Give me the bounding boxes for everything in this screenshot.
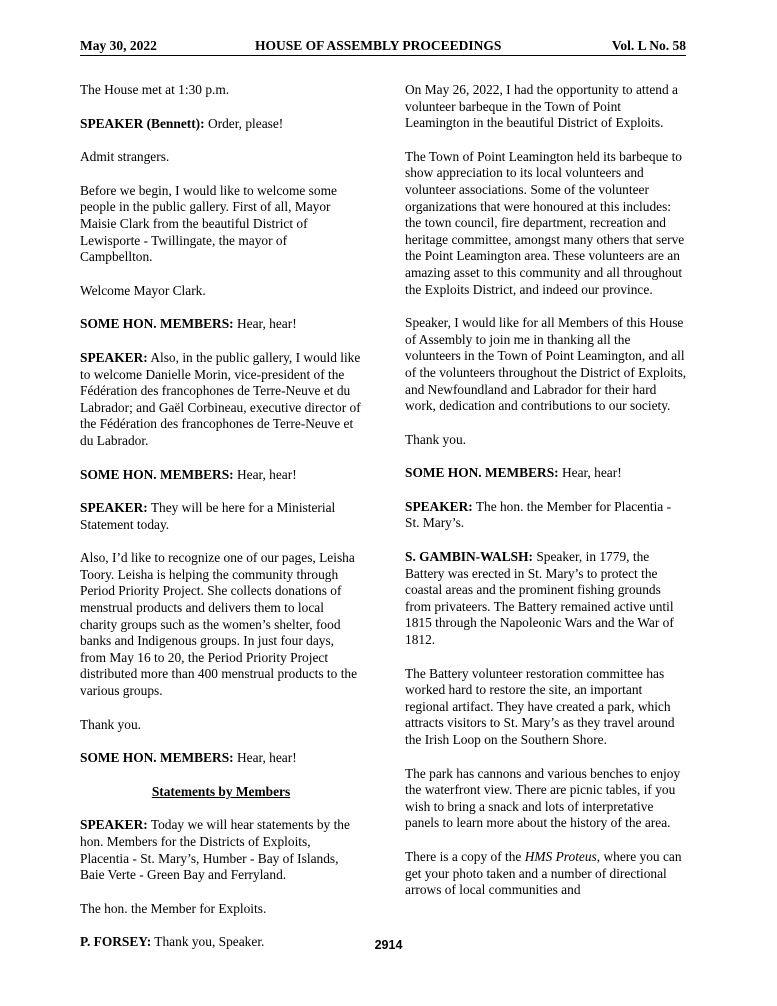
paragraph [405, 849, 687, 899]
page-number: 2914 [374, 938, 403, 952]
speaker-name: SOME HON. MEMBERS: [80, 316, 234, 332]
speaker-name: P. FORSEY: [80, 934, 152, 950]
paragraph: The Town of Point Leamington held its barbeque to show appreciation to its local volunteers and volunteer associations. Some of the volunteer organizations that were honoured at this includes: the town council, fire department, recreation and heritage committee, amongst many others that serve the Point Leamington area. These volunteers are an amazing asset to this community and all throughout the Exploits District, and indeed our province. [405, 148, 685, 297]
paragraph [80, 817, 362, 883]
left-column [80, 82, 362, 968]
speech-text: Order, please! [204, 115, 284, 131]
paragraph: The hon. the Member for Exploits. [80, 900, 267, 916]
paragraph [405, 465, 687, 482]
speech-text: Hear, hear! [233, 750, 297, 766]
speech-text: Speaker, in 1779, the Battery was erected in St. Mary’s to protect the coastal areas and the prominent fishing grounds from privateers. The Battery remained active until 1815 through the Napoleonic Wars and the War of 1812. [405, 549, 674, 648]
paragraph: Also, I’d like to recognize one of our pages, Leisha Toory. Leisha is helping the community through Period Priority Project. She collects donations of menstrual products and delivers them to local charity groups such as the women’s shelter, food banks and Indigenous groups. In just four days, from May 16 to 20, the Period Priority Project distributed more than 400 menstrual products to the various groups. [80, 550, 358, 699]
paragraph: Speaker, I would like for all Members of this House of Assembly to join me in thanking all the volunteers in the Town of Point Leamington, and all of the volunteers throughout the District of Exploits, and Newfoundland and Labrador for their hard work, dedication and contributions to our society. [405, 315, 687, 414]
paragraph [405, 499, 687, 532]
speaker-name: SOME HON. MEMBERS: [405, 465, 559, 481]
speaker-name: SPEAKER: [80, 817, 148, 833]
right-column [405, 82, 687, 916]
paragraph [80, 116, 362, 133]
paragraph [80, 316, 362, 333]
paragraph: The Battery volunteer restoration committee has worked hard to restore the site, an important regional artifact. They have created a park, which attracts visitors to St. Mary’s as they travel around the Irish Loop on the Southern Shore. [405, 665, 675, 747]
paragraph: On May 26, 2022, I had the opportunity to attend a volunteer barbeque in the Town of Point Leamington in the beautiful District of Exploits. [405, 82, 678, 131]
header-rule [80, 55, 686, 56]
speaker-name: SPEAKER: [80, 500, 148, 516]
speech-text: Hear, hear! [233, 466, 297, 482]
paragraph [80, 500, 362, 533]
speech-text: Thank you, Speaker. [151, 934, 265, 950]
speaker-name: S. GAMBIN-WALSH: [405, 549, 533, 565]
paragraph: Welcome Mayor Clark. [80, 282, 206, 298]
speech-text: Also, in the public gallery, I would like to welcome Danielle Morin, vice-president of the Fédération des francophones de Terre-Neuve et du Labrador; and Gaël Corbineau, executive director of the Fédération des francophones de Terre-Neuve et du Labrador. [80, 349, 361, 448]
paragraph [80, 350, 362, 450]
speaker-name: SPEAKER (Bennett): [80, 115, 205, 131]
ship-name: HMS Proteus [524, 848, 597, 864]
paragraph [80, 750, 362, 767]
paragraph: Thank you. [80, 716, 141, 732]
paragraph: The House met at 1:30 p.m. [80, 82, 230, 97]
header-date: May 30, 2022 [80, 38, 157, 53]
speaker-name: SPEAKER: [80, 349, 148, 365]
section-heading: Statements by Members [151, 783, 291, 799]
paragraph: Admit strangers. [80, 149, 170, 165]
speech-text: Hear, hear! [558, 465, 622, 481]
speech-text: The hon. the Member for Placentia - St. Mary’s. [405, 498, 672, 531]
paragraph [80, 467, 362, 484]
paragraph: The park has cannons and various benches to enjoy the waterfront view. There are picnic tables, if you wish to bring a snack and lots of interpretative panels to learn more about the history of the area. [405, 765, 681, 831]
speech-text: Hear, hear! [233, 316, 297, 332]
speech-text: They will be here for a Ministerial Statement today. [80, 500, 336, 532]
speaker-name: SOME HON. MEMBERS: [80, 466, 234, 482]
paragraph [405, 549, 687, 649]
speech-text: There is a copy of the [405, 848, 525, 864]
paragraph: Thank you. [405, 431, 466, 447]
speech-text: Today we will hear statements by the hon. Members for the Districts of Exploits, Placentia - St. Mary’s, Humber - Bay of Islands, Baie Verte - Green Bay and Ferryland. [80, 817, 350, 883]
speech-text: , where you can get your photo taken and a number of directional arrows of local communities and [405, 848, 682, 898]
speaker-name: SOME HON. MEMBERS: [80, 750, 234, 766]
paragraph: Before we begin, I would like to welcome some people in the public gallery. First of all, Mayor Maisie Clark from the beautiful District of Lewisporte - Twillingate, the mayor of Campbellton. [80, 182, 337, 265]
header-title: HOUSE OF ASSEMBLY PROCEEDINGS [255, 38, 502, 53]
header-volume: Vol. L No. 58 [611, 38, 686, 53]
speaker-name: SPEAKER: [405, 498, 473, 514]
